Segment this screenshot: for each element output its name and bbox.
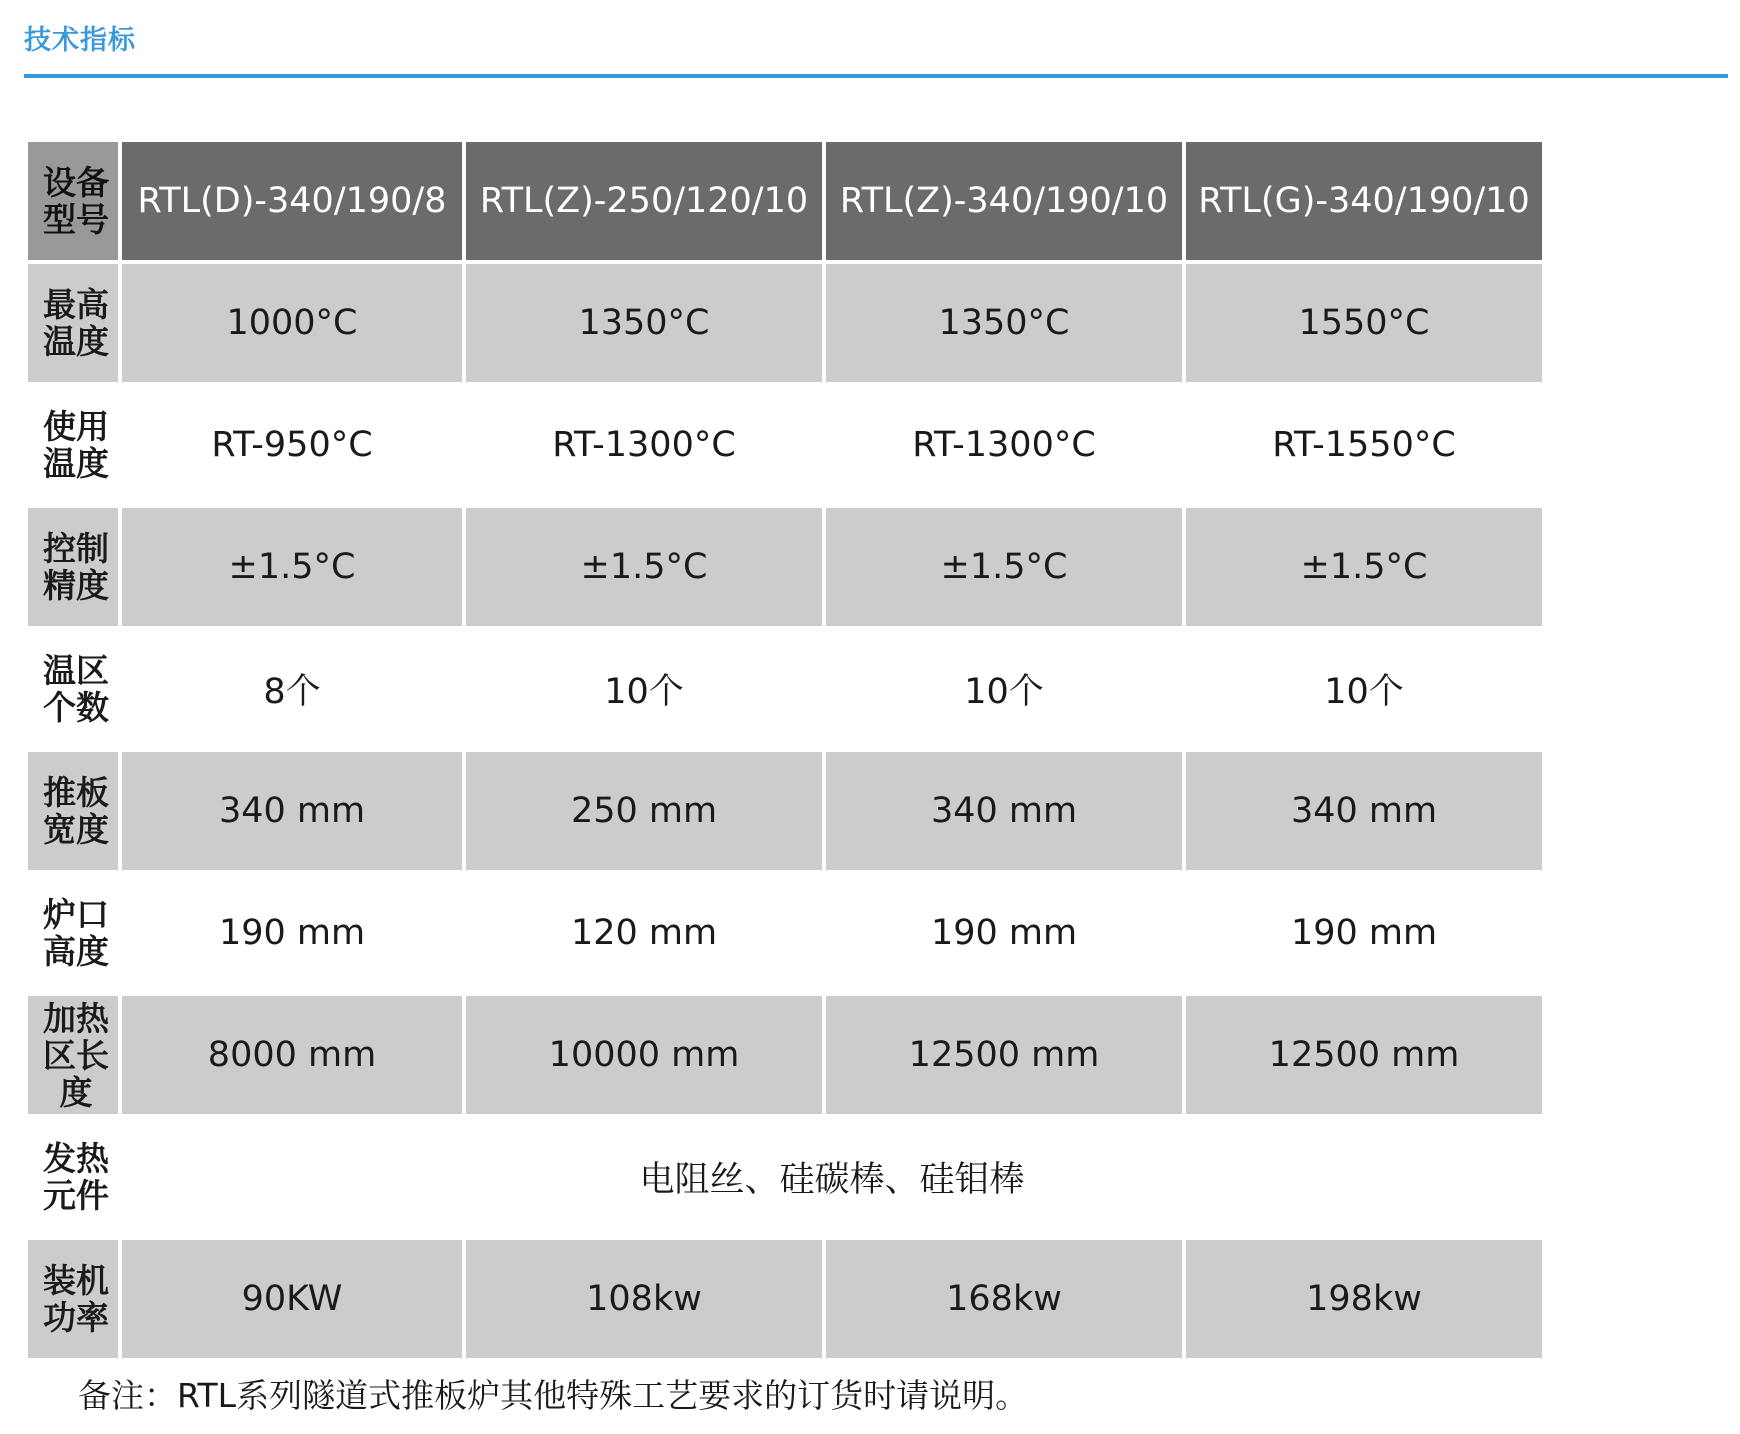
table-cell: ±1.5°C [122,508,462,626]
table-cell: 340 mm [1186,752,1542,870]
row-label: 推板宽度 [28,752,118,870]
table-cell: 120 mm [466,874,822,992]
model-cell: RTL(G)-340/190/10 [1186,142,1542,260]
row-label: 加热区长度 [28,996,118,1114]
table-cell: 190 mm [122,874,462,992]
footnote: 备注：RTL系列隧道式推板炉其他特殊工艺要求的订货时请说明。 [78,1376,1029,1415]
table-cell: ±1.5°C [1186,508,1542,626]
table-cell: 190 mm [1186,874,1542,992]
merged-table-cell: 电阻丝、硅碳棒、硅钼棒 [122,1118,1542,1236]
table-cell: 10个 [826,630,1182,748]
table-cell: 12500 mm [826,996,1182,1114]
table-row [28,386,1542,504]
table-cell: 12500 mm [1186,996,1542,1114]
table-cell: 10个 [1186,630,1542,748]
table-cell: 198kw [1186,1240,1542,1358]
row-label: 发热元件 [28,1118,118,1236]
model-cell: RTL(Z)-340/190/10 [826,142,1182,260]
table-cell: RT-1300°C [826,386,1182,504]
table-cell: 1350°C [826,264,1182,382]
row-label-model: 设备型号 [28,142,118,260]
row-label: 使用温度 [28,386,118,504]
table-row [28,264,1542,382]
model-cell: RTL(D)-340/190/8 [122,142,462,260]
table-cell: RT-950°C [122,386,462,504]
table-cell: 340 mm [122,752,462,870]
table-row [28,1118,1542,1236]
table-cell: 8000 mm [122,996,462,1114]
row-label: 最高温度 [28,264,118,382]
table-row [28,1240,1542,1358]
table-cell: 90KW [122,1240,462,1358]
row-label: 装机功率 [28,1240,118,1358]
table-header-row [28,142,1542,260]
table-cell: ±1.5°C [466,508,822,626]
table-cell: ±1.5°C [826,508,1182,626]
table-row [28,752,1542,870]
table-row [28,630,1542,748]
table-cell: 1550°C [1186,264,1542,382]
table-cell: 190 mm [826,874,1182,992]
table-cell: 1350°C [466,264,822,382]
table-cell: 168kw [826,1240,1182,1358]
table-cell: 340 mm [826,752,1182,870]
section-title: 技术指标 [24,25,136,56]
table-cell: 10000 mm [466,996,822,1114]
model-cell: RTL(Z)-250/120/10 [466,142,822,260]
table-cell: RT-1300°C [466,386,822,504]
row-label: 控制精度 [28,508,118,626]
row-label: 温区个数 [28,630,118,748]
table-row [28,996,1542,1114]
table-row [28,508,1542,626]
spec-table [24,138,1546,1362]
section-header [24,0,1728,78]
table-cell: 8个 [122,630,462,748]
table-cell: 108kw [466,1240,822,1358]
table-cell: 10个 [466,630,822,748]
table-row [28,874,1542,992]
table-cell: 1000°C [122,264,462,382]
table-cell: RT-1550°C [1186,386,1542,504]
row-label: 炉口高度 [28,874,118,992]
table-cell: 250 mm [466,752,822,870]
